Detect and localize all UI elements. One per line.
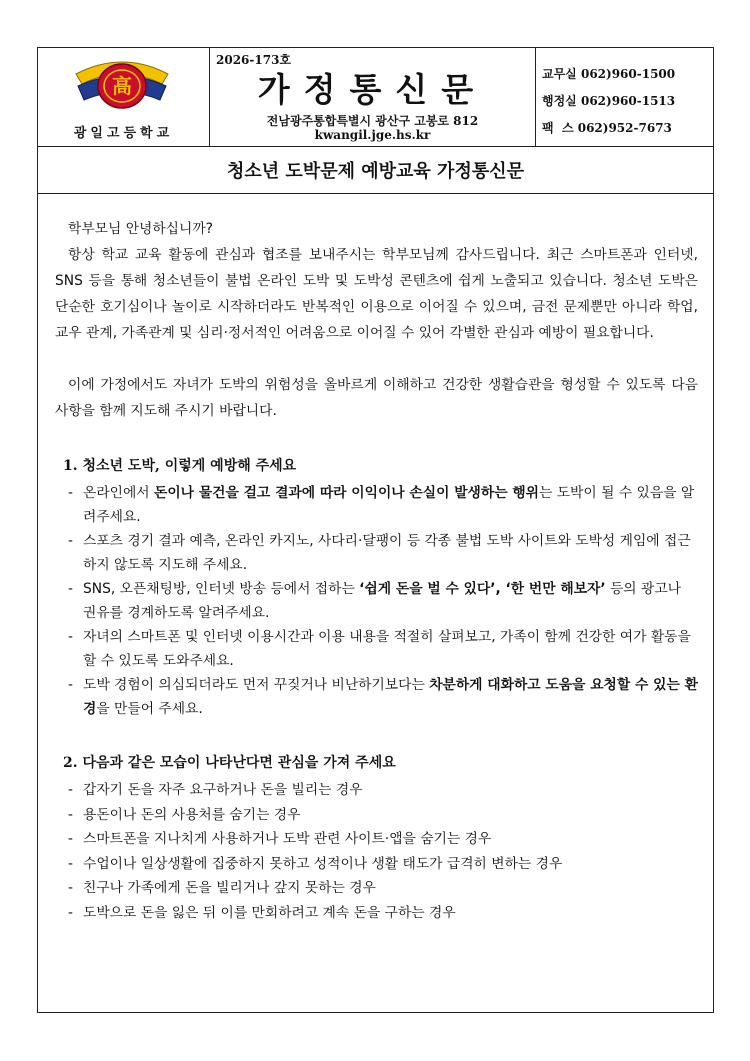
list-item: - 자녀의 스마트폰 및 인터넷 이용시간과 이용 내용을 적절히 살펴보고, 가족이 함께 건강한 여가 활동을 할 수 있도록 도와주세요. bbox=[55, 625, 698, 673]
contact-label: 행정실 bbox=[542, 94, 577, 108]
school-website: kwangil.jge.hs.kr bbox=[314, 128, 431, 142]
list-item: - 스포츠 경기 결과 예측, 온라인 카지노, 사다리·달팽이 등 각종 불법 도박 사이트와 도박성 게임에 접근하지 않도록 지도해 주세요. bbox=[55, 529, 698, 577]
contact-cell bbox=[536, 48, 713, 146]
list-item: - 도박 경험이 의심되더라도 먼저 꾸짖거나 비난하기보다는 차분하게 대화하고 도움을 요청할 수 있는 환경을 만들어 주세요. bbox=[55, 673, 698, 721]
list-item: - 온라인에서 돈이나 물건을 걸고 결과에 따라 이익이나 손실이 발생하는 행위는 도박이 될 수 있음을 알려주세요. bbox=[55, 481, 698, 529]
contact-number: 062)952-7673 bbox=[577, 121, 672, 135]
intro-paragraph: 항상 학교 교육 활동에 관심과 협조를 보내주시는 학부모님께 감사드립니다. 최근 스마트폰과 인터넷, SNS 등을 통해 청소년들이 불법 온라인 도박 및 도박성 콘텐츠에 쉽게 노출되고 있습니다. 청소년 도박은 단순한 호기심이나 놀이로 시작하더라도 반복적인 이용으로 이어질 수 있으며, 금전 문제뿐만 아니라 학업, 교우 관계, 가족관계 및 심리·정서적인 어려움으로 이어질 수 있어 각별한 관심과 예방이 필요합니다. bbox=[55, 247, 698, 341]
list-item: - 스마트폰을 지나치게 사용하거나 도박 관련 사이트·앱을 숨기는 경우 bbox=[55, 827, 698, 852]
list-item: - 갑자기 돈을 자주 요구하거나 돈을 빌리는 경우 bbox=[55, 778, 698, 803]
title-cell bbox=[210, 48, 536, 146]
list-item: - 용돈이나 돈의 사용처를 숨기는 경우 bbox=[55, 803, 698, 828]
emblem-letter: 高 bbox=[112, 74, 132, 98]
contact-number: 062)960-1513 bbox=[580, 94, 676, 108]
list-item: - 도박으로 돈을 잃은 뒤 이를 만회하려고 계속 돈을 구하는 경우 bbox=[55, 901, 698, 926]
contact-row bbox=[542, 119, 672, 136]
contact-label: 교무실 bbox=[542, 67, 577, 81]
school-address: 전남광주통합특별시 광산구 고봉로 812 bbox=[266, 114, 479, 128]
section-heading: 2. 다음과 같은 모습이 나타난다면 관심을 가져 주세요 bbox=[63, 755, 396, 771]
contact-label: 팩 스 bbox=[542, 121, 574, 135]
school-name: 광일고등학교 bbox=[73, 126, 174, 141]
contact-row bbox=[542, 92, 675, 109]
school-cell bbox=[38, 48, 210, 146]
contact-number: 062)960-1500 bbox=[580, 67, 676, 81]
letterhead bbox=[38, 48, 713, 147]
document-title: 가정통신문 bbox=[257, 70, 488, 109]
greeting: 학부모님 안녕하십니까? bbox=[68, 221, 213, 237]
contact-row bbox=[542, 65, 675, 82]
list-item: - 수업이나 일상생활에 집중하지 못하고 성적이나 생활 태도가 급격히 변하는 경우 bbox=[55, 852, 698, 877]
list-item: - SNS, 오픈채팅방, 인터넷 방송 등에서 접하는 ‘쉽게 돈을 벌 수 있다’, ‘한 번만 해보자’ 등의 광고나 권유를 경계하도록 알려주세요. bbox=[55, 577, 698, 625]
request-paragraph: 이에 가정에서도 자녀가 도박의 위험성을 올바르게 이해하고 건강한 생활습관을 형성할 수 있도록 다음 사항을 함께 지도해 주시기 바랍니다. bbox=[55, 377, 698, 419]
issue-number: 2026-173호 bbox=[216, 53, 292, 67]
document-frame bbox=[37, 47, 714, 1013]
school-emblem-icon bbox=[74, 56, 170, 114]
notice-banner bbox=[38, 146, 713, 194]
notice-title: 청소년 도박문제 예방교육 가정통신문 bbox=[226, 160, 524, 182]
letter-body bbox=[55, 216, 698, 925]
list-item: - 친구나 가족에게 돈을 빌리거나 갚지 못하는 경우 bbox=[55, 876, 698, 901]
section-heading: 1. 청소년 도박, 이렇게 예방해 주세요 bbox=[63, 458, 297, 474]
prevention-list bbox=[55, 481, 698, 721]
warning-signs-list bbox=[55, 778, 698, 925]
